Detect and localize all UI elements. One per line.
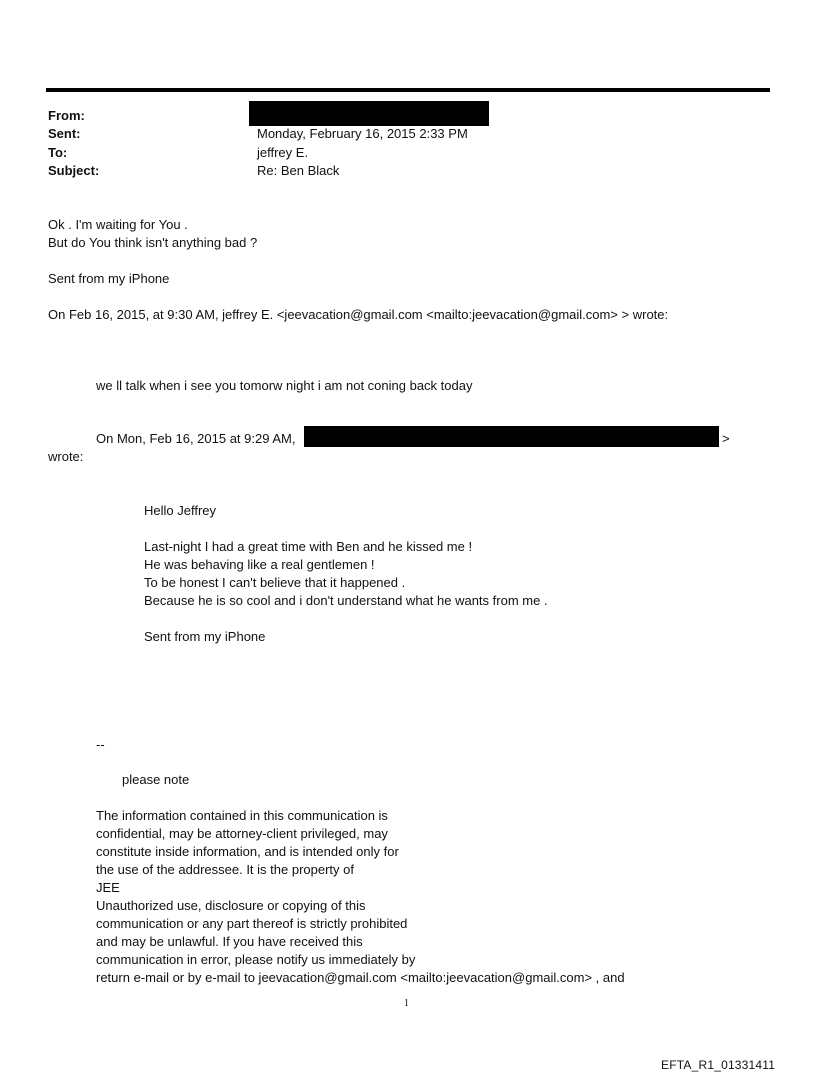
body-line-2: But do You think isn't anything bad ? [48, 235, 258, 250]
message-line: He was behaving like a real gentlemen ! [144, 557, 375, 572]
quote-intro-2-start: On Mon, Feb 16, 2015 at 9:29 AM, [96, 431, 296, 446]
subject-value: Re: Ben Black [257, 163, 340, 178]
bates-number: EFTA_R1_01331411 [661, 1058, 776, 1072]
message-line: Last-night I had a great time with Ben and he kissed me ! [144, 539, 473, 554]
disclaimer-line: the use of the addressee. It is the property of [96, 862, 354, 877]
message-line: To be honest I can't believe that it happened . [144, 575, 406, 590]
disclaimer-line: return e-mail or by e-mail to jeevacation@gmail.com <mailto:jeevacation@gmail.com> , and [96, 970, 625, 985]
from-redaction [249, 101, 489, 126]
subject-label: Subject: [48, 163, 100, 178]
please-note: please note [122, 772, 190, 787]
disclaimer-line: communication or any part thereof is strictly prohibited [96, 916, 408, 931]
disclaimer-line: Unauthorized use, disclosure or copying of this [96, 898, 366, 913]
reply-1: we ll talk when i see you tomorw night i am not coning back today [96, 378, 473, 393]
disclaimer-line: confidential, may be attorney-client privileged, may [96, 826, 388, 841]
from-label: From: [48, 108, 85, 123]
page-number: 1 [404, 998, 409, 1009]
header-rule [46, 88, 770, 92]
sent-value: Monday, February 16, 2015 2:33 PM [257, 126, 468, 141]
disclaimer-line: and may be unlawful. If you have received this [96, 934, 363, 949]
quote-intro-2-end: > [722, 431, 730, 446]
disclaimer-line: The information contained in this communication is [96, 808, 388, 823]
signature-1: Sent from my iPhone [48, 271, 170, 286]
disclaimer-line: communication in error, please notify us immediately by [96, 952, 416, 967]
quote-intro-2-wrote: wrote: [48, 449, 84, 464]
greeting: Hello Jeffrey [144, 503, 217, 518]
signature-2: Sent from my iPhone [144, 629, 266, 644]
message-line: Because he is so cool and i don't understand what he wants from me . [144, 593, 548, 608]
sender-redaction [304, 426, 719, 447]
to-value: jeffrey E. [257, 145, 309, 160]
to-label: To: [48, 145, 68, 160]
body-line-1: Ok . I'm waiting for You . [48, 217, 188, 232]
signature-dashes: -- [96, 737, 105, 752]
disclaimer-line: JEE [96, 880, 120, 895]
quote-intro-1: On Feb 16, 2015, at 9:30 AM, jeffrey E. <jeevacation@gmail.com <mailto:jeevacation@gmail.com> > wrote: [48, 307, 669, 322]
sent-label: Sent: [48, 126, 81, 141]
disclaimer-line: constitute inside information, and is intended only for [96, 844, 399, 859]
